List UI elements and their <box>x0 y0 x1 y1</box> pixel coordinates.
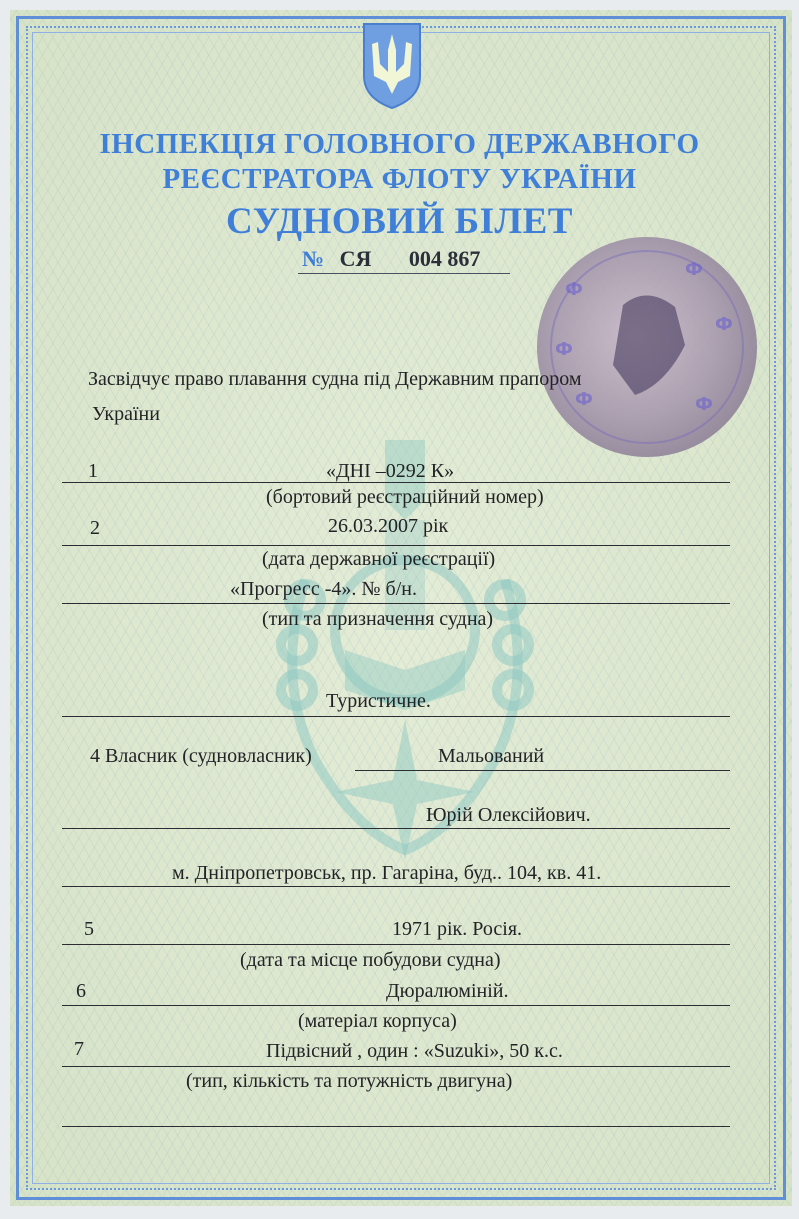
document-title: СУДНОВИЙ БІЛЕТ <box>226 201 573 242</box>
build-date-place-value: 1971 рік. Росія. <box>392 918 523 940</box>
engine-caption: (тип, кількість та потужність двигуна) <box>186 1070 513 1092</box>
field-number-2: 2 <box>90 517 100 539</box>
svg-text:Ф: Ф <box>555 339 573 360</box>
serial-number <box>302 246 480 272</box>
build-date-place-caption: (дата та місце побудови судна) <box>240 949 501 971</box>
issuer-line-2: РЕЄСТРАТОРА ФЛОТУ УКРАЇНИ <box>162 163 637 195</box>
field-line-4c <box>62 886 730 887</box>
field-line-4 <box>355 770 730 771</box>
field-line-4b <box>62 828 730 829</box>
svg-text:Ф: Ф <box>565 279 583 300</box>
svg-text:Ф: Ф <box>715 314 733 335</box>
field-number-1: 1 <box>88 460 98 482</box>
vessel-type-value: «Прогресс -4». № б/н. <box>230 578 417 600</box>
owner-given-names: Юрій Олексійович. <box>426 804 591 826</box>
hologram-seal-icon <box>535 235 760 460</box>
owner-label: 4 Власник (судновласник) <box>90 745 312 767</box>
field-line-3b <box>62 716 730 717</box>
field-line-5 <box>62 944 730 945</box>
serial-series: СЯ <box>339 246 372 271</box>
trident-emblem-icon <box>360 20 424 110</box>
registration-date-caption: (дата державної реєстрації) <box>262 548 496 570</box>
issuer-line-1: ІНСПЕКЦІЯ ГОЛОВНОГО ДЕРЖАВНОГО <box>99 128 700 160</box>
svg-text:Ф: Ф <box>685 259 703 280</box>
statement-line-2: України <box>92 403 160 425</box>
field-line-blank <box>62 1126 730 1127</box>
serial-value: 004 867 <box>408 246 481 271</box>
registration-date-value: 26.03.2007 рік <box>328 515 449 537</box>
field-number-7: 7 <box>74 1038 84 1060</box>
registration-number-value: «ДНІ –0292 К» <box>326 460 455 482</box>
hull-material-caption: (матеріал корпуса) <box>298 1010 457 1032</box>
registration-number-caption: (бортовий реєстраційний номер) <box>266 486 544 508</box>
svg-text:Ф: Ф <box>695 394 713 415</box>
owner-address: м. Дніпропетровськ, пр. Гагаріна, буд.. 104, кв. 41. <box>172 862 602 884</box>
number-sign: № <box>302 246 325 271</box>
engine-value: Підвісний , один : «Suzuki», 50 к.с. <box>266 1040 563 1062</box>
field-number-5: 5 <box>84 918 94 940</box>
owner-surname: Мальований <box>438 745 545 767</box>
svg-text:Ф: Ф <box>575 389 593 410</box>
field-line-3 <box>62 603 730 604</box>
vessel-type-caption: (тип та призначення судна) <box>262 608 494 630</box>
vessel-purpose-value: Туристичне. <box>326 690 431 712</box>
field-line-1 <box>62 482 730 483</box>
field-number-6: 6 <box>76 980 86 1002</box>
hull-material-value: Дюралюміній. <box>386 980 509 1002</box>
statement-line-1: Засвідчує право плавання судна під Державним прапором <box>88 368 582 390</box>
field-line-6 <box>62 1005 730 1006</box>
serial-underline <box>298 273 510 274</box>
field-line-7 <box>62 1066 730 1067</box>
field-line-2 <box>62 545 730 546</box>
